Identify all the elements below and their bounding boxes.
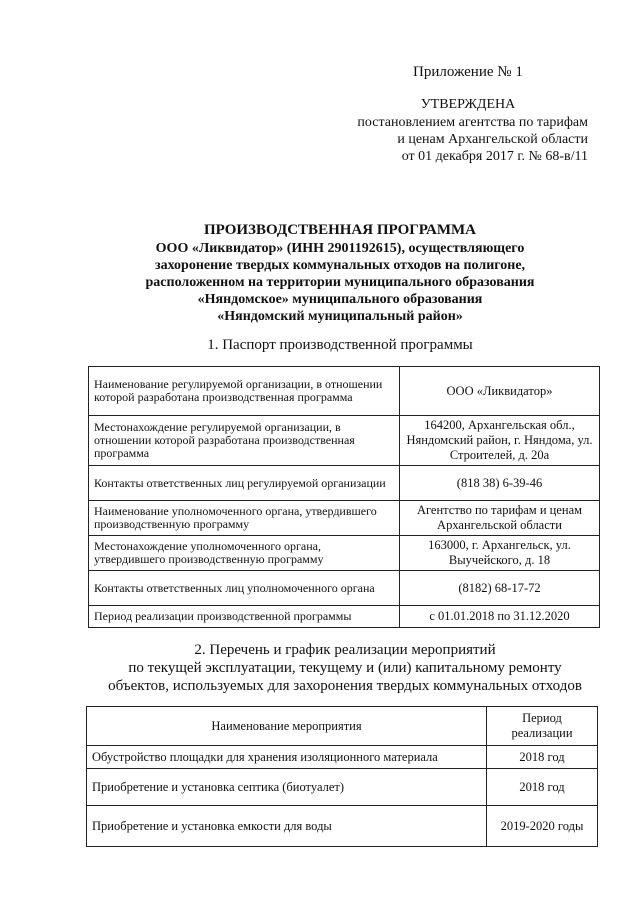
table-header-row [87,707,598,746]
table-cell-value: ООО «Ликвидатор» [400,367,600,416]
table-cell-name: Приобретение и установка емкости для воды [87,806,487,847]
table-cell-label: Контакты ответственных лиц уполномоченного органа [89,571,400,606]
table-cell-period: 2018 год [487,746,598,769]
appendix-label: Приложение № 1 [413,64,523,80]
passport-table [88,366,600,628]
table-row [89,416,600,466]
title-line-6: «Няндомский муниципальный район» [217,309,463,324]
table-row [87,746,598,769]
column-header: Наименование мероприятия [87,707,487,746]
table-cell-name: Обустройство площадки для хранения изоляционного материала [87,746,487,769]
section-2-line-2: по текущей эксплуатации, текущему и (или) капитальному ремонту [128,660,562,676]
table-cell-label: Наименование регулируемой организации, в отношении которой разработана производственная программа [89,367,400,416]
approval-line-2: и ценам Архангельской области [397,132,588,147]
table-cell-period: 2018 год [487,769,598,806]
table-row [89,536,600,571]
table-row [89,466,600,501]
table-cell-value: 164200, Архангельская обл., Няндомский район, г. Няндома, ул. Строителей, д. 20а [400,416,600,466]
section-2-heading [80,641,610,695]
approval-line-3: от 01 декабря 2017 г. № 68-в/11 [401,149,588,164]
document-title [80,222,600,325]
table-cell-value: (818 38) 6-39-46 [400,466,600,501]
section-2-line-3: объектов, используемых для захоронения твердых коммунальных отходов [108,678,582,694]
title-line-5: «Няндомское» муниципального образования [197,292,483,307]
table-cell-label: Местонахождение регулируемой организации, в отношении которой разработана производственная программа [89,416,400,466]
section-2-line-1: 2. Перечень и график реализации мероприятий [194,642,496,658]
approval-stamp [288,96,588,165]
events-table [86,706,598,847]
table-row [89,606,600,628]
table-cell-label: Период реализации производственной программы [89,606,400,628]
table-row [87,806,598,847]
table-cell-period: 2019-2020 годы [487,806,598,847]
table-cell-name: Приобретение и установка септика (биотуалет) [87,769,487,806]
table-row [89,501,600,536]
table-cell-value: Агентство по тарифам и ценам Архангельской области [400,501,600,536]
table-row [89,367,600,416]
section-1-heading: 1. Паспорт производственной программы [207,337,473,353]
title-line-3: захоронение твердых коммунальных отходов на полигоне, [154,258,526,273]
approval-heading: УТВЕРЖДЕНА [420,97,516,112]
approval-line-1: постановлением агентства по тарифам [357,115,588,130]
table-cell-value: (8182) 68-17-72 [400,571,600,606]
title-line-4: расположенном на территории муниципального образования [145,275,535,290]
title-line-1: ПРОИЗВОДСТВЕННАЯ ПРОГРАММА [203,222,476,238]
table-row [87,769,598,806]
table-row [89,571,600,606]
table-cell-value: 163000, г. Архангельск, ул. Выучейского, д. 18 [400,536,600,571]
title-line-2: ООО «Ликвидатор» (ИНН 2901192615), осуществляющего [155,241,525,256]
table-cell-label: Контакты ответственных лиц регулируемой организации [89,466,400,501]
column-header: Период реализации [487,707,598,746]
table-cell-label: Местонахождение уполномоченного органа, утвердившего производственную программу [89,536,400,571]
table-cell-label: Наименование уполномоченного органа, утвердившего производственную программу [89,501,400,536]
table-cell-value: с 01.01.2018 по 31.12.2020 [400,606,600,628]
